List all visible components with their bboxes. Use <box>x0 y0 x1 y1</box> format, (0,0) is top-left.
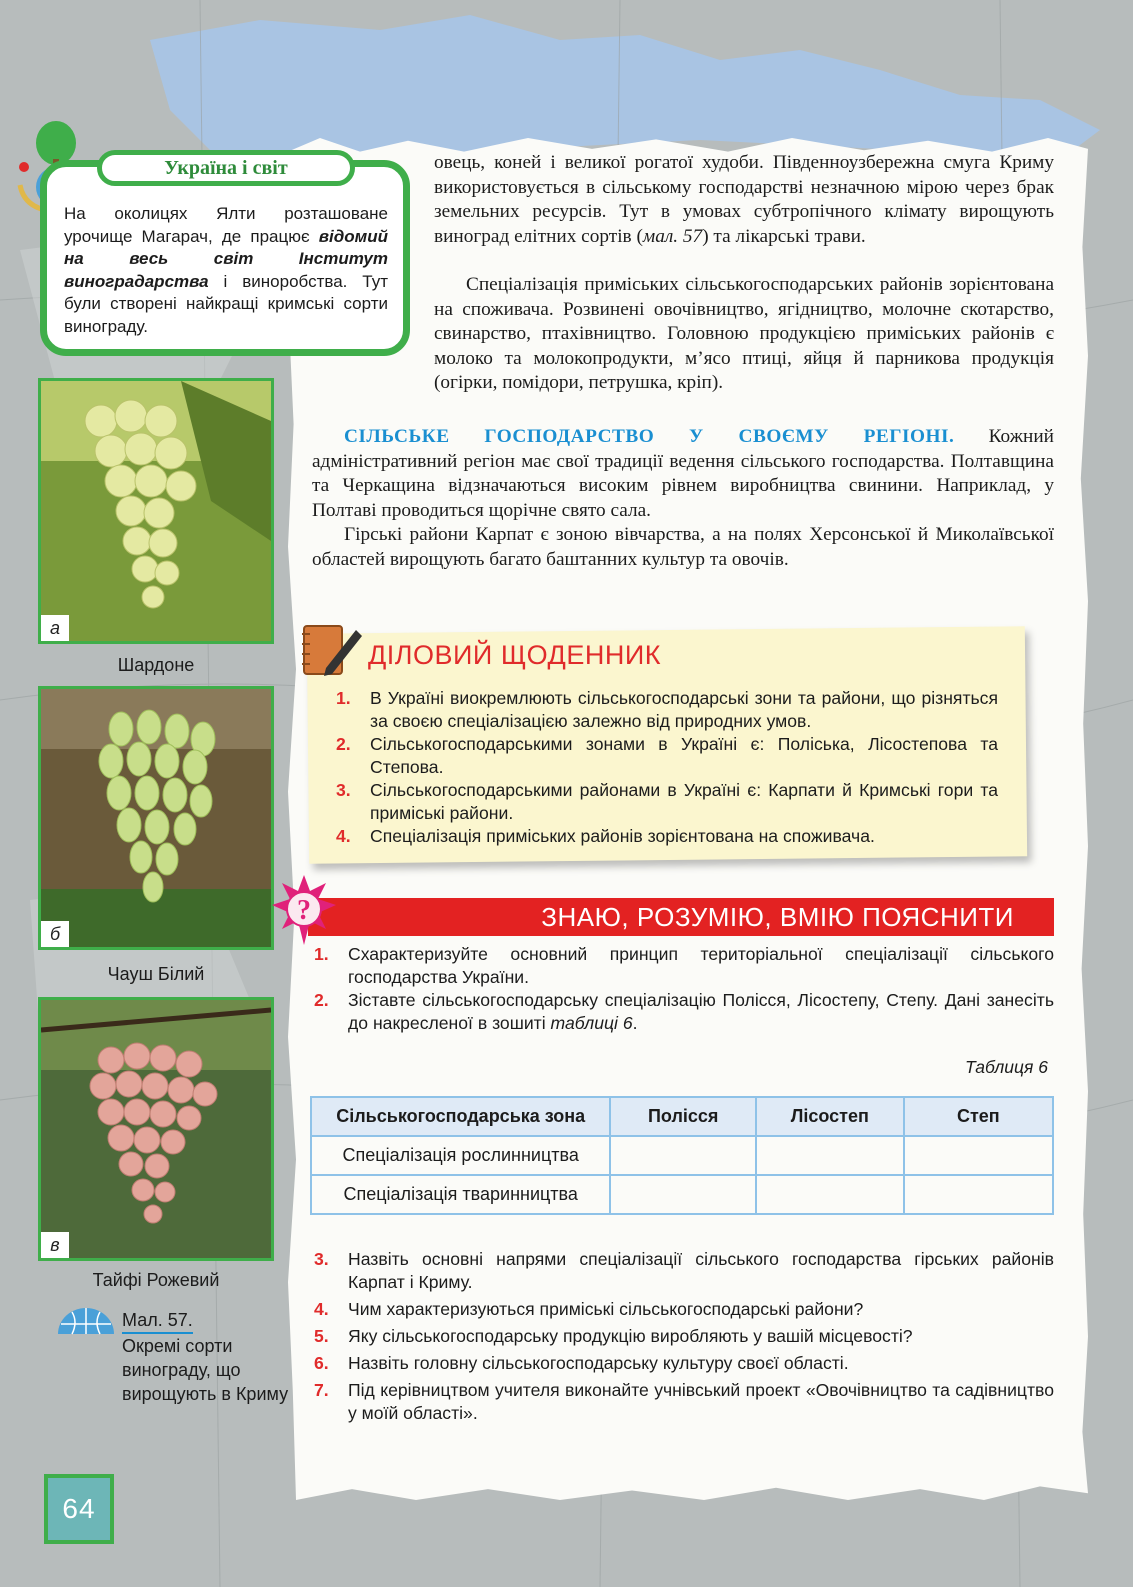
figure-reference: мал. 57 <box>642 225 703 247</box>
photo-chaush <box>38 686 274 950</box>
item-text: В Україні виокремлюють сільськогосподарські зони та райони, що різняться за своєю спеціалізацією залежно від природних умов. <box>370 688 998 731</box>
diary-title: ДІЛОВИЙ ЩОДЕННИК <box>368 640 661 670</box>
paragraph-3: Кожний адміністративний регіон має свої традиції ведення сільського господарства. Полтавщина та Черкащина відзначаються високим рівнем виробництва свинини. Наприклад, у Полтаві проводиться щорічне свято сала. <box>312 426 1054 521</box>
list-item <box>336 687 998 732</box>
section-heading: СІЛЬСЬКЕ ГОСПОДАРСТВО У СВОЄМУ РЕГІОНІ. <box>344 426 955 447</box>
uw-text-part: і виноробства. Тут були створені найкращі кримські сорти винограду. <box>64 271 388 336</box>
table-cell <box>904 1175 1053 1214</box>
svg-text:?: ? <box>297 895 311 926</box>
table-cell: Спеціалізація рослинництва <box>311 1136 610 1175</box>
item-text: Сільськогосподарськими районами в Україні є: Карпати й Кримські гори та приміські райони. <box>370 780 998 823</box>
list-item <box>314 1352 1054 1375</box>
table-cell <box>756 1136 904 1175</box>
item-text: Зіставте сільськогосподарську спеціалізацію Полісся, Лісостепу, Степу. Дані занесіть до накресленої в зошиті <box>348 990 1054 1033</box>
questions-banner: ЗНАЮ, РОЗУМІЮ, ВМІЮ ПОЯСНИТИ <box>308 898 1054 936</box>
list-item <box>314 1298 1054 1321</box>
list-item <box>314 989 1054 1034</box>
uw-text-part: На околицях Ялти розташоване урочище Магарач, де працює <box>64 204 388 246</box>
list-item <box>336 779 998 824</box>
photo-caption: Тайфі Рожевий <box>92 1270 220 1290</box>
question-mark-icon <box>272 875 336 945</box>
notebook-pen-icon <box>300 622 364 678</box>
item-number: 2. <box>336 734 351 754</box>
photo-label: в <box>41 1232 69 1258</box>
table-reference: таблиці 6 <box>550 1012 633 1033</box>
paragraph-1-end: ) та лікарські трави. <box>702 225 866 247</box>
item-number: 5. <box>314 1326 329 1346</box>
table-header: Лісостеп <box>756 1097 904 1136</box>
main-text-bottom <box>312 273 1054 396</box>
uw-text-bold: відомий на весь світ Інститут виноградарства <box>64 226 388 291</box>
item-number: 4. <box>314 1299 329 1319</box>
globe-icon <box>56 1306 116 1336</box>
list-item <box>314 1248 1054 1294</box>
photo-caption: Шардоне <box>117 655 195 675</box>
table-cell <box>756 1175 904 1214</box>
item-text: Назвіть головну сільськогосподарську культуру своєї області. <box>348 1353 849 1373</box>
item-text: Спеціалізація приміських районів зорієнтована на споживача. <box>370 826 875 846</box>
paragraph-1: овець, коней і великої рогатої худоби. Південноузбережна смуга Криму використовується в сільському господарстві незначною мірою через брак земельних ресурсів. Тут в умовах субтропічного клімату вирощують виноград елітних сортів ( <box>434 152 1054 247</box>
table-cell <box>610 1175 756 1214</box>
table-header: Степ <box>904 1097 1053 1136</box>
table-header: Полісся <box>610 1097 756 1136</box>
item-text: Під керівництвом учителя виконайте учнівський проект «Овочівництво та садівництво у моїй області». <box>348 1380 1054 1423</box>
item-number: 3. <box>336 780 351 800</box>
main-text-region <box>312 425 1054 573</box>
item-number: 2. <box>314 990 329 1010</box>
specialization-table <box>310 1096 1054 1215</box>
item-number: 6. <box>314 1353 329 1373</box>
diary-list <box>336 687 998 849</box>
questions-list-top <box>314 943 1054 1035</box>
questions-list-bottom <box>314 1248 1054 1426</box>
table-row <box>311 1136 1053 1175</box>
table-caption: Таблиця 6 <box>964 1057 1048 1077</box>
item-number: 1. <box>336 688 351 708</box>
table-cell <box>904 1136 1053 1175</box>
main-text-top <box>434 151 1054 249</box>
paragraph-2-wrap <box>434 273 1054 396</box>
item-text: Назвіть основні напрями спеціалізації сільського господарства гірських районів Карпат і Криму. <box>348 1249 1054 1292</box>
item-text-end: . <box>632 1012 638 1033</box>
table-cell <box>610 1136 756 1175</box>
item-text: Схарактеризуйте основний принцип територіальної спеціалізації сільського господарства України. <box>348 944 1054 987</box>
figure-label: Мал. 57. <box>122 1308 193 1334</box>
page-number: 64 <box>44 1474 114 1544</box>
grape-cluster-pink-image <box>41 1000 271 1258</box>
ukraine-world-title: Україна і світ <box>97 150 355 186</box>
list-item <box>314 943 1054 988</box>
item-text: Яку сільськогосподарську продукцію виробляють у вашій місцевості? <box>348 1326 913 1346</box>
grape-cluster-light-green-image <box>41 689 271 947</box>
list-item <box>336 733 998 778</box>
table-header-row <box>311 1097 1053 1136</box>
list-item <box>314 1325 1054 1348</box>
list-item <box>314 1379 1054 1425</box>
table-row <box>311 1175 1053 1214</box>
item-text: Чим характеризуються приміські сільськогосподарські райони? <box>348 1299 864 1319</box>
item-number: 1. <box>314 944 329 964</box>
paragraph-4: Гірські райони Карпат є зоною вівчарства, а на полях Херсонської й Миколаївської областей вирощують багато баштанних культур та овочів. <box>312 524 1054 570</box>
photo-taifi <box>38 997 274 1261</box>
figure-caption <box>122 1308 292 1406</box>
photo-caption: Чауш Білий <box>107 964 205 984</box>
grape-cluster-green-image <box>41 381 271 641</box>
list-item <box>336 825 998 848</box>
table-header: Сільськогосподарська зона <box>311 1097 610 1136</box>
item-number: 4. <box>336 826 351 846</box>
photo-label: б <box>41 921 69 947</box>
item-text: Сільськогосподарськими зонами в Україні є: Поліська, Лісостепова та Степова. <box>370 734 998 777</box>
table-cell: Спеціалізація тваринництва <box>311 1175 610 1214</box>
photo-label: а <box>41 615 69 641</box>
figure-text: Окремі сорти винограду, що вирощують в Криму <box>122 1336 289 1404</box>
photo-chardonnay <box>38 378 274 644</box>
paragraph-2: Спеціалізація приміських сільськогосподарських районів зорієнтована на споживача. Розвинені овочівництво, ягідництво, молочне скотарство, свинарство, птахівництво. Головною продукцією приміських районів є молоко та молокопродукти, м’ясо птиці, яйця й парникова продукція (огірки, помідори, петрушка, кріп). <box>434 274 1054 394</box>
item-number: 3. <box>314 1249 329 1269</box>
item-number: 7. <box>314 1380 329 1400</box>
